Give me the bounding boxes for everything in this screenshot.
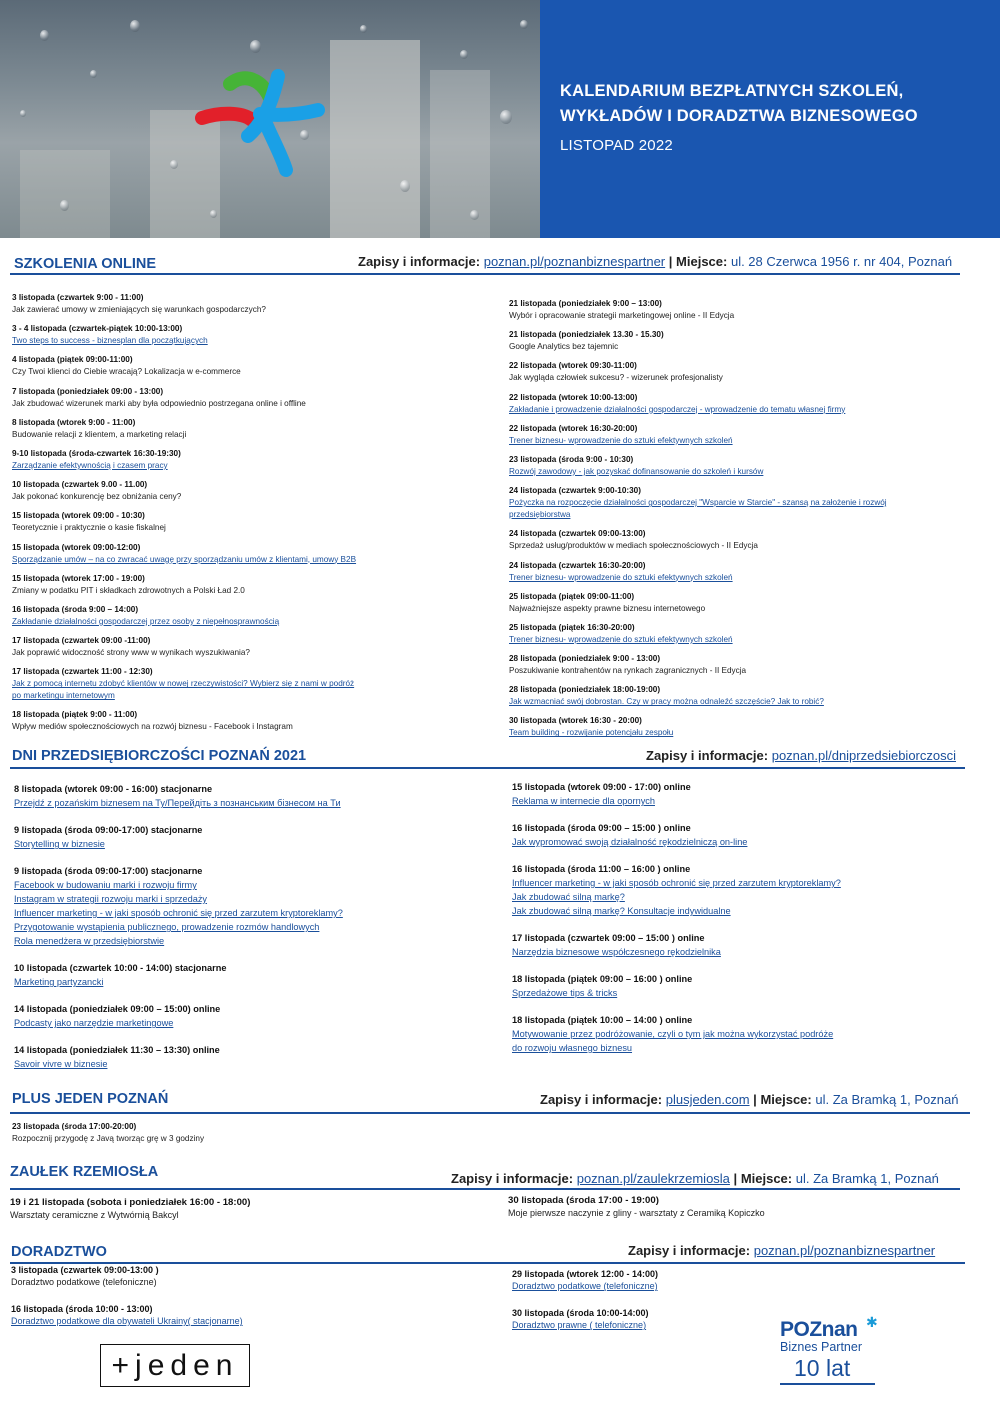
event-title-cont[interactable]: po marketingu internetowym xyxy=(12,691,115,701)
event-item xyxy=(14,782,494,810)
event-item xyxy=(12,479,492,503)
event-date: 9 listopada (środa 09:00-17:00) stacjonarne xyxy=(14,866,203,876)
event-link[interactable]: Savoir vivre w biznesie xyxy=(14,1059,108,1069)
plus-event xyxy=(12,1121,492,1145)
event-link[interactable]: Storytelling w biznesie xyxy=(14,839,105,849)
event-item xyxy=(11,1303,491,1327)
anniversary-label: 10 lat xyxy=(794,1355,851,1381)
event-title-cont[interactable]: przedsiębiorstwa xyxy=(509,510,571,520)
event-date: 18 listopada (piątek 9:00 - 11:00) xyxy=(12,710,138,720)
event-item xyxy=(512,862,982,918)
event-date: 30 listopada (środa 10:00-14:00) xyxy=(512,1308,649,1318)
event-date: 3 listopada (czwartek 09:00-13:00 ) xyxy=(11,1265,159,1275)
event-item xyxy=(12,292,492,316)
event-date: 25 listopada (piątek 09:00-11:00) xyxy=(509,591,635,601)
event-date: 3 - 4 listopada (czwartek-piątek 10:00-13:00) xyxy=(12,324,183,334)
event-item xyxy=(509,454,979,478)
event-item xyxy=(14,1002,494,1030)
event-title: Doradztwo podatkowe (telefoniczne) xyxy=(11,1277,157,1287)
event-link[interactable]: Facebook w budowaniu marki i rozwoju firmy xyxy=(14,880,197,890)
info-label: Zapisy i informacje: xyxy=(358,254,481,269)
plus-info-link[interactable]: plusjeden.com xyxy=(665,1092,750,1107)
event-item xyxy=(14,1043,494,1071)
separator: | xyxy=(753,1092,757,1107)
section-rule xyxy=(10,767,965,769)
online-left-column xyxy=(12,292,492,741)
event-item xyxy=(509,715,979,739)
info-label: Zapisy i informacje: xyxy=(646,748,769,763)
event-date: 22 listopada (wtorek 10:00-13:00) xyxy=(509,392,638,402)
event-title: Jak pokonać konkurencję bez obniżania ceny? xyxy=(12,492,182,502)
event-title: Sprzedaż usług/produktów w mediach społecznościowych - II Edycja xyxy=(509,541,758,551)
event-title[interactable]: Doradztwo prawne ( telefoniczne) xyxy=(512,1320,647,1330)
event-item xyxy=(12,417,492,441)
event-title[interactable]: Zakładanie działalności gospodarczej przez osoby z niepełnosprawnością xyxy=(12,616,280,626)
event-item xyxy=(512,821,982,849)
event-date: 22 listopada (wtorek 16:30-20:00) xyxy=(509,423,638,433)
doradztwo-left-column xyxy=(11,1264,491,1342)
event-title: Wpływ mediów społecznościowych na rozwój biznesu - Facebook i Instagram xyxy=(12,722,293,732)
event-title: Zmiany w podatku PIT i składkach zdrowotnych a Polski Ład 2.0 xyxy=(12,585,245,595)
event-item xyxy=(509,423,979,447)
event-item xyxy=(509,591,979,615)
title-panel xyxy=(540,0,1000,238)
event-title: Jak poprawić widoczność strony www w wynikach wyszukiwania? xyxy=(12,648,250,658)
event-title: Budowanie relacji z klientem, a marketing relacji xyxy=(12,429,187,439)
event-title[interactable]: Doradztwo podatkowe dla obywateli Ukrainy( stacjonarne) xyxy=(11,1316,243,1326)
event-title[interactable]: Trener biznesu- wprowadzenie do sztuki efektywnych szkoleń xyxy=(509,634,733,644)
title-line-2: WYKŁADÓW I DORADZTWA BIZNESOWEGO xyxy=(560,107,918,125)
event-date: 4 listopada (piątek 09:00-11:00) xyxy=(12,355,133,365)
event-link[interactable]: do rozwoju własnego biznesu xyxy=(512,1043,633,1053)
event-item xyxy=(512,1013,982,1055)
zaulek-right-event xyxy=(508,1194,988,1220)
event-item xyxy=(509,684,979,708)
event-link[interactable]: Influencer marketing - w jaki sposób ochronić się przed zarzutem kryptoreklamy? xyxy=(14,908,343,918)
section-rule xyxy=(10,1112,970,1114)
event-date: 23 listopada (środa 17:00-20:00) xyxy=(12,1122,137,1131)
event-title[interactable]: Trener biznesu- wprowadzenie do sztuki efektywnych szkoleń xyxy=(509,435,733,445)
event-item xyxy=(12,604,492,628)
event-title[interactable]: Doradztwo podatkowe (telefoniczne) xyxy=(512,1281,658,1291)
event-item xyxy=(509,392,979,416)
event-date: 29 listopada (wtorek 12:00 - 14:00) xyxy=(512,1269,659,1279)
event-title: Czy Twoi klienci do Ciebie wracają? Lokalizacja w e-commerce xyxy=(12,367,241,377)
title-line-1: KALENDARIUM BEZPŁATNYCH SZKOLEŃ, xyxy=(560,82,904,100)
event-date: 18 listopada (piątek 10:00 – 14:00 ) online xyxy=(512,1015,693,1025)
event-date: 16 listopada (środa 11:00 – 16:00 ) online xyxy=(512,864,691,874)
event-item xyxy=(512,931,982,959)
event-link[interactable]: Jak zbudować silną markę? xyxy=(512,892,625,902)
event-date: 22 listopada (wtorek 09:30-11:00) xyxy=(509,361,637,371)
event-date: 17 listopada (czwartek 11:00 - 12:30) xyxy=(12,667,153,677)
event-date: 10 listopada (czwartek 10:00 - 14:00) stacjonarne xyxy=(14,963,227,973)
event-item xyxy=(512,972,982,1000)
event-item xyxy=(512,1307,982,1331)
event-link[interactable]: Motywowanie przez podróżowanie, czyli o tym jak można wykorzystać podróże xyxy=(512,1029,834,1039)
poznan-wordmark: POZnan xyxy=(780,1318,858,1341)
dni-section-title: DNI PRZEDSIĘBIORCZOŚCI POZNAŃ 2021 xyxy=(12,748,307,764)
event-title[interactable]: Jak wzmacniać swój dobrostan. Czy w pracy można odnaleźć szczęście? Jak to robić? xyxy=(509,697,824,707)
online-right-column xyxy=(509,298,979,747)
logo-underline xyxy=(780,1383,875,1385)
doradztwo-info-link[interactable]: poznan.pl/poznanbiznespartner xyxy=(753,1243,936,1258)
dni-left-column xyxy=(14,782,494,1084)
event-date: 24 listopada (czwartek 16:30-20:00) xyxy=(509,560,646,570)
zaulek-section-info xyxy=(451,1171,939,1186)
place-label: Miejsce: xyxy=(760,1092,812,1107)
event-item xyxy=(14,961,494,989)
online-info-link[interactable]: poznan.pl/poznanbiznespartner xyxy=(483,254,666,269)
online-place: ul. 28 Czerwca 1956 r. nr 404, Poznań xyxy=(730,254,953,269)
event-date: 8 listopada (wtorek 09:00 - 16:00) stacjonarne xyxy=(14,784,213,794)
event-title: Najważniejsze aspekty prawne biznesu internetowego xyxy=(509,603,706,613)
event-title[interactable]: Sporządzanie umów – na co zwracać uwagę przy sporządzaniu umów z klientami, umowy B2B xyxy=(12,554,357,564)
event-date: 15 listopada (wtorek 09:00 - 17:00) online xyxy=(512,782,691,792)
event-date: 25 listopada (piątek 16:30-20:00) xyxy=(509,622,635,632)
online-section-title: SZKOLENIA ONLINE xyxy=(14,256,157,272)
event-date: 17 listopada (czwartek 09:00 – 15:00 ) online xyxy=(512,933,705,943)
event-link[interactable]: Podcasty jako narzędzie marketingowe xyxy=(14,1018,174,1028)
event-date: 28 listopada (poniedziałek 18:00-19:00) xyxy=(509,685,661,695)
event-item xyxy=(12,635,492,659)
event-item xyxy=(509,360,979,384)
event-item xyxy=(11,1264,491,1288)
info-label: Zapisy i informacje: xyxy=(540,1092,663,1107)
biznes-partner-label: Biznes Partner xyxy=(780,1340,862,1354)
event-title: Jak zbudować wizerunek marki aby była odpowiednio postrzegana online i offline xyxy=(12,398,306,408)
event-title[interactable]: Jak z pomocą internetu zdobyć klientów w nowej rzeczywistości? Wybierz się z nami w podróż xyxy=(12,679,355,689)
event-title[interactable]: Two steps to success - biznesplan dla początkujących xyxy=(12,336,208,346)
event-title[interactable]: Team building - rozwijanie potencjału zespołu xyxy=(509,728,674,738)
event-date: 14 listopada (poniedziałek 11:30 – 13:30) online xyxy=(14,1045,220,1055)
event-date: 16 listopada (środa 9:00 – 14:00) xyxy=(12,604,139,614)
event-date: 18 listopada (piątek 09:00 – 16:00 ) online xyxy=(512,974,693,984)
event-date: 24 listopada (czwartek 09:00-13:00) xyxy=(509,529,646,539)
event-title: Teoretycznie i praktycznie o kasie fiskalnej xyxy=(12,523,166,533)
event-item xyxy=(509,298,979,322)
plus-jeden-logo: +jeden xyxy=(100,1344,250,1387)
event-date: 21 listopada (poniedziałek 13.30 - 15.30) xyxy=(509,330,664,340)
event-link[interactable]: Reklama w internecie dla opornych xyxy=(512,796,655,806)
info-label: Zapisy i informacje: xyxy=(451,1171,574,1186)
event-title[interactable]: Zarządzanie efektywnością i czasem pracy xyxy=(12,460,168,470)
info-label: Zapisy i informacje: xyxy=(628,1243,751,1258)
event-date: 15 listopada (wtorek 09:00-12:00) xyxy=(12,542,141,552)
event-item xyxy=(14,823,494,851)
event-link[interactable]: Rola menedżera w przedsiębiorstwie xyxy=(14,936,165,946)
event-title[interactable]: Zakładanie i prowadzenie działalności gospodarczej - wprowadzenie do tematu własnej firmy xyxy=(509,404,846,414)
event-title: Jak wygląda człowiek sukcesu? - wizerunek profesjonalisty xyxy=(509,373,723,383)
poznan-biznes-partner-logo xyxy=(780,1318,890,1385)
dni-section-info xyxy=(646,748,956,763)
place-label: Miejsce: xyxy=(676,254,728,269)
event-item xyxy=(12,666,492,702)
event-item xyxy=(12,354,492,378)
zaulek-left-event xyxy=(10,1196,490,1222)
event-item xyxy=(12,542,492,566)
event-title: Moje pierwsze naczynie z gliny - warsztaty z Ceramiką Kopiczko xyxy=(508,1208,765,1218)
event-date: 15 listopada (wtorek 09:00 - 10:30) xyxy=(12,511,145,521)
event-item xyxy=(512,780,982,808)
doradztwo-section-info xyxy=(628,1243,935,1258)
online-section-info xyxy=(358,254,952,269)
plus-section-title: PLUS JEDEN POZNAŃ xyxy=(12,1091,169,1107)
event-title: Poszukiwanie kontrahentów na rynkach zagranicznych - II Edycja xyxy=(509,666,747,676)
event-date: 8 listopada (wtorek 9:00 - 11:00) xyxy=(12,417,136,427)
event-item xyxy=(12,448,492,472)
event-date: 9 listopada (środa 09:00-17:00) stacjonarne xyxy=(14,825,203,835)
event-item xyxy=(14,864,494,948)
doradztwo-right-column xyxy=(512,1268,982,1346)
event-item xyxy=(509,528,979,552)
event-date: 19 i 21 listopada (sobota i poniedziałek 16:00 - 18:00) xyxy=(10,1197,251,1208)
biznes-partner-logo-mark xyxy=(190,62,330,182)
month-label: LISTOPAD 2022 xyxy=(560,137,673,154)
event-link[interactable]: Sprzedażowe tips & tricks xyxy=(512,988,618,998)
event-link[interactable]: Jak zbudować silną markę? Konsultacje indywidualne xyxy=(512,906,731,916)
event-date: 15 listopada (wtorek 17:00 - 19:00) xyxy=(12,573,145,583)
plus-section-info xyxy=(540,1092,958,1107)
event-item xyxy=(509,653,979,677)
event-title: Warsztaty ceramiczne z Wytwórnią Bakcyl xyxy=(10,1210,179,1220)
event-date: 9-10 listopada (środa-czwartek 16:30-19:30) xyxy=(12,448,181,458)
event-item xyxy=(12,573,492,597)
event-item xyxy=(12,386,492,410)
zaulek-info-link[interactable]: poznan.pl/zaulekrzemiosla xyxy=(576,1171,730,1186)
event-item xyxy=(12,510,492,534)
zaulek-place: ul. Za Bramką 1, Poznań xyxy=(795,1171,939,1186)
event-title: Google Analytics bez tajemnic xyxy=(509,342,619,352)
event-title[interactable]: Pożyczka na rozpoczęcie działalności gospodarczej "Wsparcie w Starcie" - szansą na założenie i rozwój xyxy=(509,498,887,508)
event-title: Wybór i opracowanie strategii marketingowej online - II Edycja xyxy=(509,311,735,320)
event-link[interactable]: Przejdź z pozańskim biznesem na Ty/Перейдіть з познанським бізнесом на Ти xyxy=(14,798,341,808)
rain-window-photo xyxy=(0,0,540,238)
event-date: 16 listopada (środa 09:00 – 15:00 ) online xyxy=(512,823,691,833)
event-date: 30 listopada (środa 17:00 - 19:00) xyxy=(508,1195,659,1206)
event-title[interactable]: Rozwój zawodowy - jak pozyskać dofinansowanie do szkoleń i kursów xyxy=(509,466,764,476)
event-item xyxy=(12,323,492,347)
header-banner xyxy=(0,0,1000,238)
doradztwo-section-title: DORADZTWO xyxy=(11,1244,107,1260)
event-link[interactable]: Instagram w strategii rozwoju marki i sprzedaży xyxy=(14,894,208,904)
event-link[interactable]: Marketing partyzancki xyxy=(14,977,104,987)
event-date: 21 listopada (poniedziałek 9:00 – 13:00) xyxy=(509,299,662,308)
event-date: 14 listopada (poniedziałek 09:00 – 15:00) online xyxy=(14,1004,221,1014)
event-title[interactable]: Trener biznesu- wprowadzenie do sztuki efektywnych szkoleń xyxy=(509,572,733,582)
star-icon: ✱ xyxy=(866,1314,878,1330)
event-date: 7 listopada (poniedziałek 09:00 - 13:00) xyxy=(12,386,164,396)
event-link[interactable]: Jak wypromować swoją działalność rękodzielniczą on-line xyxy=(512,837,748,847)
event-date: 17 listopada (czwartek 09:00 -11:00) xyxy=(12,636,151,646)
event-date: 16 listopada (środa 10:00 - 13:00) xyxy=(11,1304,153,1314)
event-title: Rozpocznij przygodę z Javą tworząc grę w 3 godziny xyxy=(12,1134,205,1143)
dni-right-column xyxy=(512,780,982,1068)
zaulek-section-title: ZAUŁEK RZEMIOSŁA xyxy=(10,1164,159,1180)
event-date: 3 listopada (czwartek 9:00 - 11:00) xyxy=(12,293,144,302)
event-date: 24 listopada (czwartek 9:00-10:30) xyxy=(509,486,641,496)
event-item xyxy=(509,485,979,521)
event-item xyxy=(12,709,492,733)
event-item xyxy=(509,560,979,584)
event-link[interactable]: Influencer marketing - w jaki sposób ochronić się przed zarzutem kryptoreklamy? xyxy=(512,878,841,888)
section-rule xyxy=(10,273,960,275)
place-label: Miejsce: xyxy=(740,1171,793,1186)
separator: | xyxy=(733,1171,738,1186)
event-title: Jak zawierać umowy w zmieniających się warunkach gospodarczych? xyxy=(12,305,266,314)
section-rule xyxy=(10,1188,960,1190)
event-item xyxy=(512,1268,982,1292)
event-date: 23 listopada (środa 9:00 - 10:30) xyxy=(509,454,634,464)
event-item xyxy=(509,622,979,646)
event-link[interactable]: Narzędzia biznesowe współczesnego rękodzielnika xyxy=(512,947,721,957)
event-date: 10 listopada (czwartek 9.00 - 11.00) xyxy=(12,480,148,490)
event-date: 30 listopada (wtorek 16:30 - 20:00) xyxy=(509,716,642,726)
event-item xyxy=(509,329,979,353)
separator: | xyxy=(668,254,673,269)
event-date: 28 listopada (poniedziałek 9:00 - 13:00) xyxy=(509,654,661,664)
event-link[interactable]: Przygotowanie wystąpienia publicznego, prowadzenie rozmów handlowych xyxy=(14,922,320,932)
dni-info-link[interactable]: poznan.pl/dniprzedsiebiorczosci xyxy=(771,748,956,763)
plus-place: ul. Za Bramką 1, Poznań xyxy=(815,1092,959,1107)
